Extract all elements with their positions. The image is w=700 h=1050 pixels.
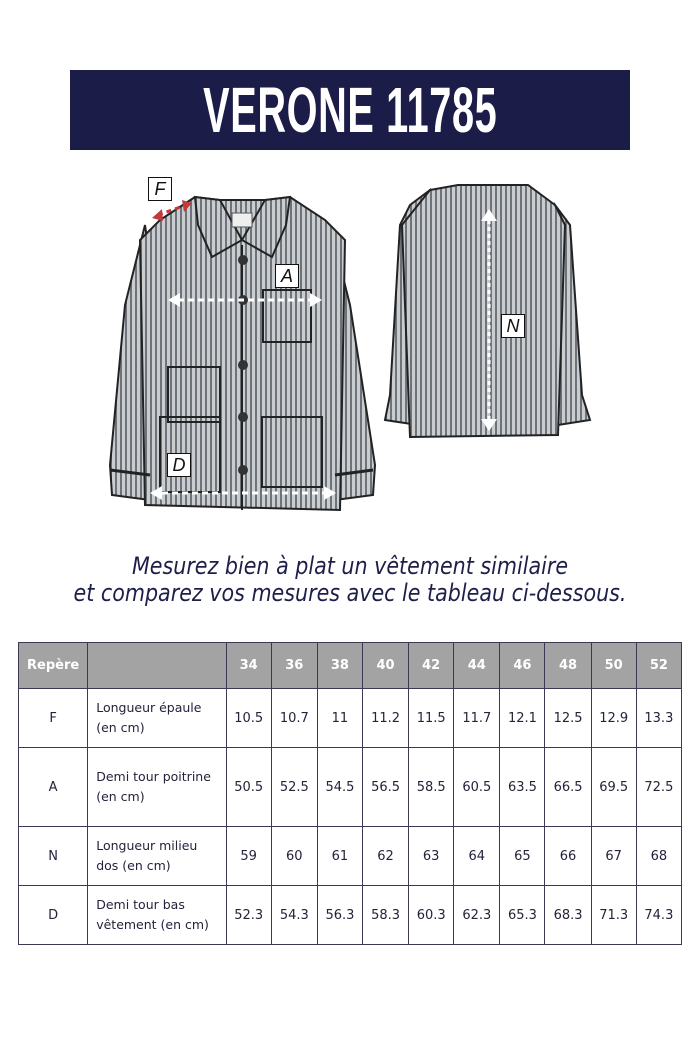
cell-value: 56.3	[317, 886, 362, 945]
header-size-36: 36	[271, 643, 317, 689]
cell-value: 59	[226, 827, 271, 886]
table-row-a	[19, 748, 682, 827]
cell-value: 60.5	[454, 748, 500, 827]
cell-value: 12.9	[591, 689, 636, 748]
desc-line-1: Longueur épaule	[96, 700, 202, 715]
row-description	[88, 689, 226, 748]
cell-value: 12.1	[500, 689, 545, 748]
instruction-line-2: et comparez vos mesures avec le tableau ci-dessous.	[73, 579, 627, 607]
desc-line-1: Demi tour poitrine	[96, 769, 211, 784]
cell-value: 11.7	[454, 689, 500, 748]
cell-value: 74.3	[636, 886, 681, 945]
header-description	[88, 643, 226, 689]
cell-value: 69.5	[591, 748, 636, 827]
cell-value: 12.5	[545, 689, 591, 748]
jacket-illustration	[100, 165, 600, 525]
desc-line-2: dos (en cm)	[96, 858, 171, 873]
header-size-34: 34	[226, 643, 271, 689]
page-title: VERONE 11785	[202, 74, 498, 146]
desc-line-1: Longueur milieu	[96, 838, 198, 853]
title-banner	[70, 70, 630, 150]
header-size-40: 40	[362, 643, 408, 689]
cell-value: 61	[317, 827, 362, 886]
table-row-n	[19, 827, 682, 886]
cell-value: 63.5	[500, 748, 545, 827]
cell-value: 65.3	[500, 886, 545, 945]
desc-line-1: Demi tour bas	[96, 897, 185, 912]
desc-line-2: (en cm)	[96, 789, 145, 804]
row-code: N	[19, 827, 88, 886]
cell-value: 11.5	[409, 689, 454, 748]
table-row-d	[19, 886, 682, 945]
cell-value: 68	[636, 827, 681, 886]
row-description	[88, 748, 226, 827]
row-description	[88, 886, 226, 945]
cell-value: 67	[591, 827, 636, 886]
size-chart-table	[18, 642, 682, 945]
cell-value: 52.3	[226, 886, 271, 945]
desc-line-2: (en cm)	[96, 720, 145, 735]
cell-value: 68.3	[545, 886, 591, 945]
marker-n-label: N	[501, 314, 525, 338]
header-size-46: 46	[500, 643, 545, 689]
row-description	[88, 827, 226, 886]
row-code: D	[19, 886, 88, 945]
header-size-44: 44	[454, 643, 500, 689]
row-code: F	[19, 689, 88, 748]
header-size-38: 38	[317, 643, 362, 689]
instruction-line-1: Mesurez bien à plat un vêtement similaire	[131, 552, 569, 580]
cell-value: 58.5	[409, 748, 454, 827]
cell-value: 54.5	[317, 748, 362, 827]
cell-value: 63	[409, 827, 454, 886]
header-repere: Repère	[19, 643, 88, 689]
cell-value: 62.3	[454, 886, 500, 945]
cell-value: 72.5	[636, 748, 681, 827]
marker-d-label: D	[167, 453, 191, 477]
header-size-48: 48	[545, 643, 591, 689]
cell-value: 60	[271, 827, 317, 886]
jacket-front-icon	[110, 197, 375, 510]
cell-value: 62	[362, 827, 408, 886]
cell-value: 60.3	[409, 886, 454, 945]
cell-value: 50.5	[226, 748, 271, 827]
cell-value: 66	[545, 827, 591, 886]
row-code: A	[19, 748, 88, 827]
cell-value: 13.3	[636, 689, 681, 748]
desc-line-2: vêtement (en cm)	[96, 917, 209, 932]
cell-value: 11.2	[362, 689, 408, 748]
table-row-f	[19, 689, 682, 748]
cell-value: 66.5	[545, 748, 591, 827]
cell-value: 10.5	[226, 689, 271, 748]
header-size-42: 42	[409, 643, 454, 689]
measuring-instructions	[0, 553, 700, 607]
header-size-50: 50	[591, 643, 636, 689]
table-header-row	[19, 643, 682, 689]
cell-value: 54.3	[271, 886, 317, 945]
header-size-52: 52	[636, 643, 681, 689]
cell-value: 10.7	[271, 689, 317, 748]
cell-value: 52.5	[271, 748, 317, 827]
cell-value: 58.3	[362, 886, 408, 945]
cell-value: 11	[317, 689, 362, 748]
cell-value: 71.3	[591, 886, 636, 945]
marker-a-label: A	[275, 264, 299, 288]
marker-f-label: F	[148, 177, 172, 201]
cell-value: 65	[500, 827, 545, 886]
cell-value: 56.5	[362, 748, 408, 827]
jacket-back-icon	[385, 185, 590, 437]
cell-value: 64	[454, 827, 500, 886]
